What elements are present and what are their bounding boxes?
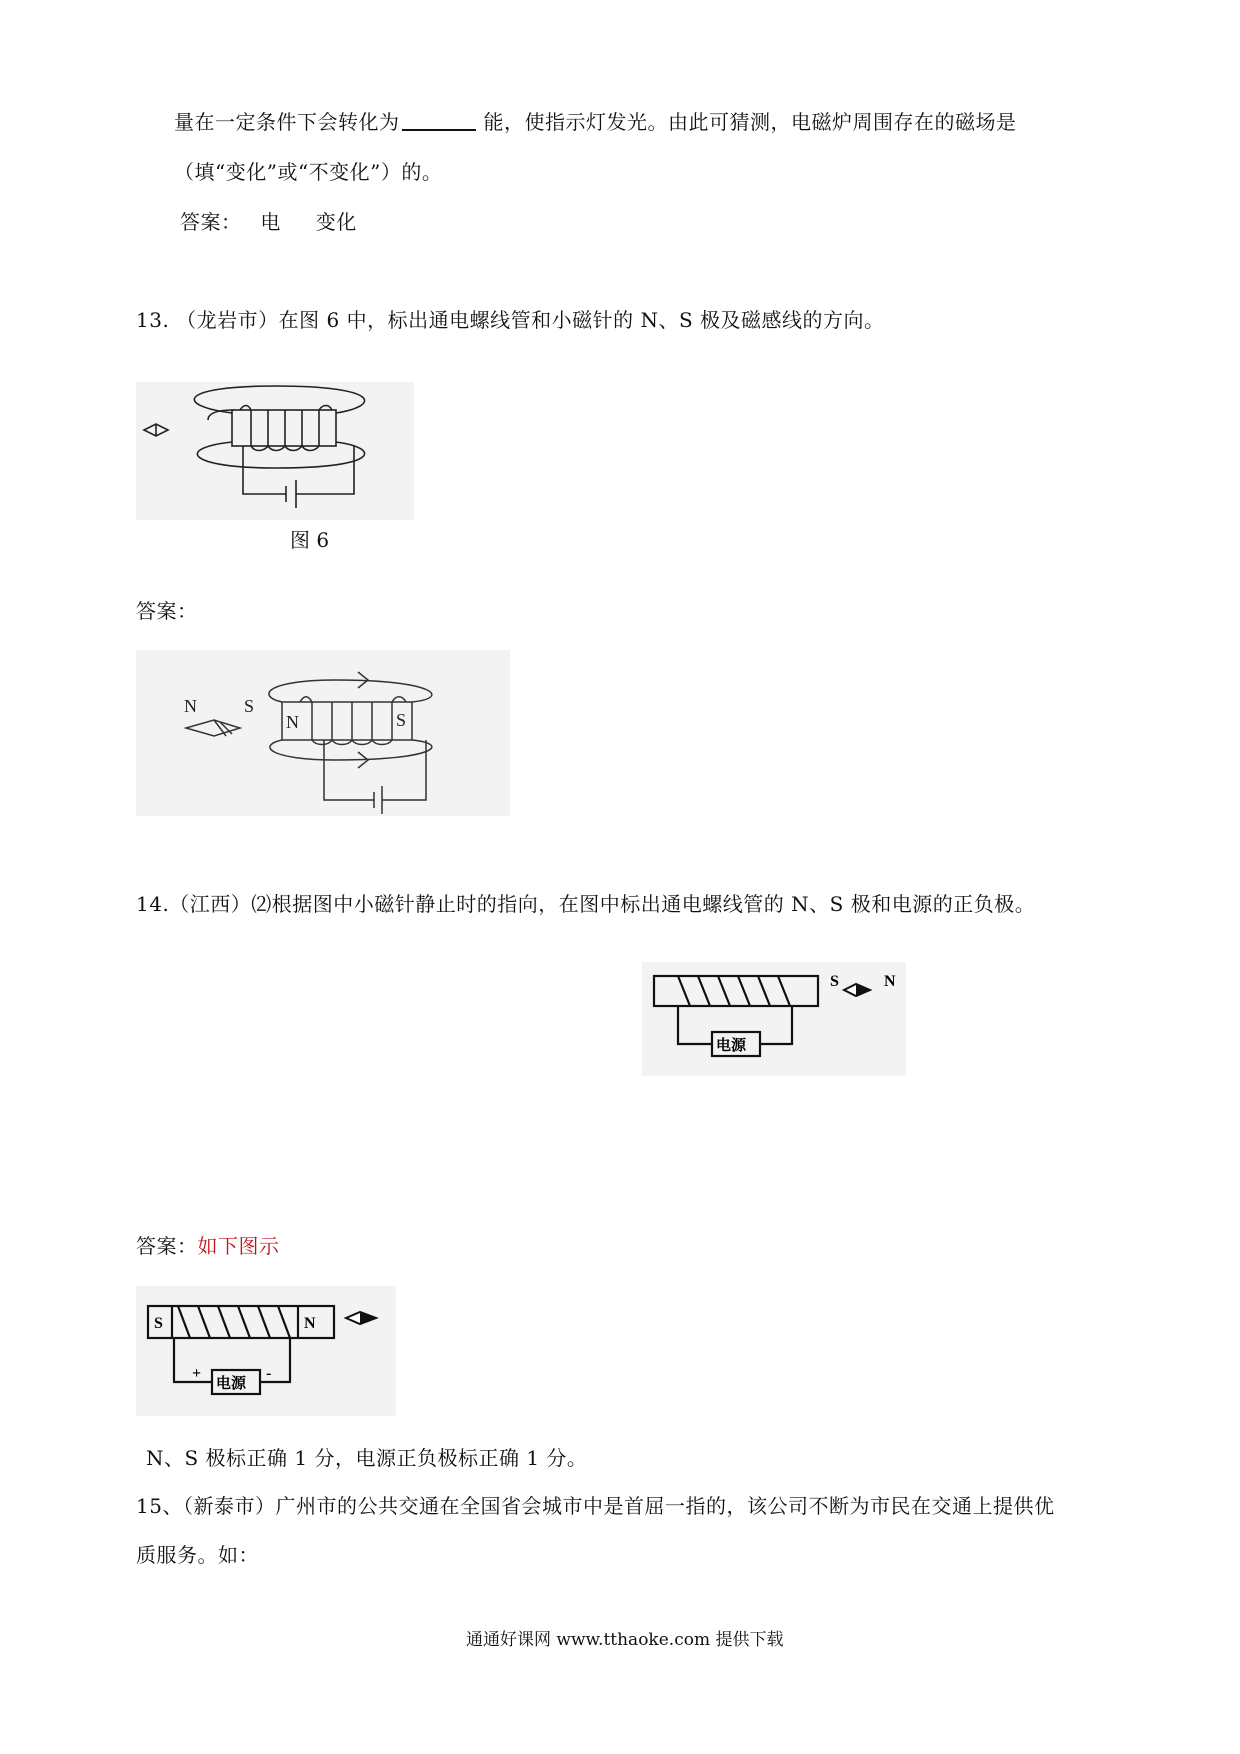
q12-line2: （填“变化”或“不变化”）的。 [174,160,443,184]
needle-s-label: S [830,973,839,990]
q12-answer-1: 电 [260,210,281,234]
q15-line2: 质服务。如： [136,1543,259,1567]
needle-n-label: N [184,696,197,716]
q13-question: 13. （龙岩市）在图 6 中，标出通电螺线管和小磁针的 N、S 极及磁感线的方向。 [136,308,885,332]
q12-line1-before: 量在一定条件下会转化为 [174,110,400,134]
power-source-label: 电源 [716,1036,747,1054]
needle-icon [144,424,168,436]
coil-n-label: N [304,1315,316,1332]
needle-s-label: S [244,696,255,716]
q14-question: 14.（江西）⑵根据图中小磁针静止时的指向，在图中标出通电螺线管的 N、S 极和电源的正负极。 [136,892,1036,916]
coil-s-label: S [154,1315,163,1332]
plus-sign: + [192,1365,202,1382]
page-footer: 通通好课网 www.tthaoke.com 提供下载 [466,1630,784,1650]
q14-figure [642,962,906,1076]
q14-answer [136,1232,280,1260]
answer-red-text: 如下图示 [197,1234,280,1258]
q12-answer [180,208,357,236]
figure-caption: 图 6 [290,528,330,552]
answer-label: 答案： [180,210,242,234]
fill-blank [402,109,476,131]
needle-icon [186,720,240,736]
q12-line1 [174,108,1017,136]
q12-line1-after: 能，使指示灯发光。由此可猜测，电磁炉周围存在的磁场是 [483,110,1017,134]
coil-n-label: N [286,712,299,732]
minus-sign: - [266,1365,272,1382]
q14-scoring-note: N、S 极标正确 1 分，电源正负极标正确 1 分。 [146,1446,588,1470]
q14-answer-figure [136,1286,396,1416]
q12-answer-2: 变化 [315,210,357,234]
needle-n-label: N [884,973,896,990]
q13-figure [136,382,414,520]
power-source-label: 电源 [216,1374,247,1392]
q13-answer-figure [136,650,510,816]
q15-line1: 15、（新泰市）广州市的公共交通在全国省会城市中是首屈一指的，该公司不断为市民在交通上提供优 [136,1494,1055,1518]
coil-s-label: S [396,710,407,730]
answer-label: 答案： [136,1234,198,1258]
q13-answer-label: 答案： [136,599,198,623]
